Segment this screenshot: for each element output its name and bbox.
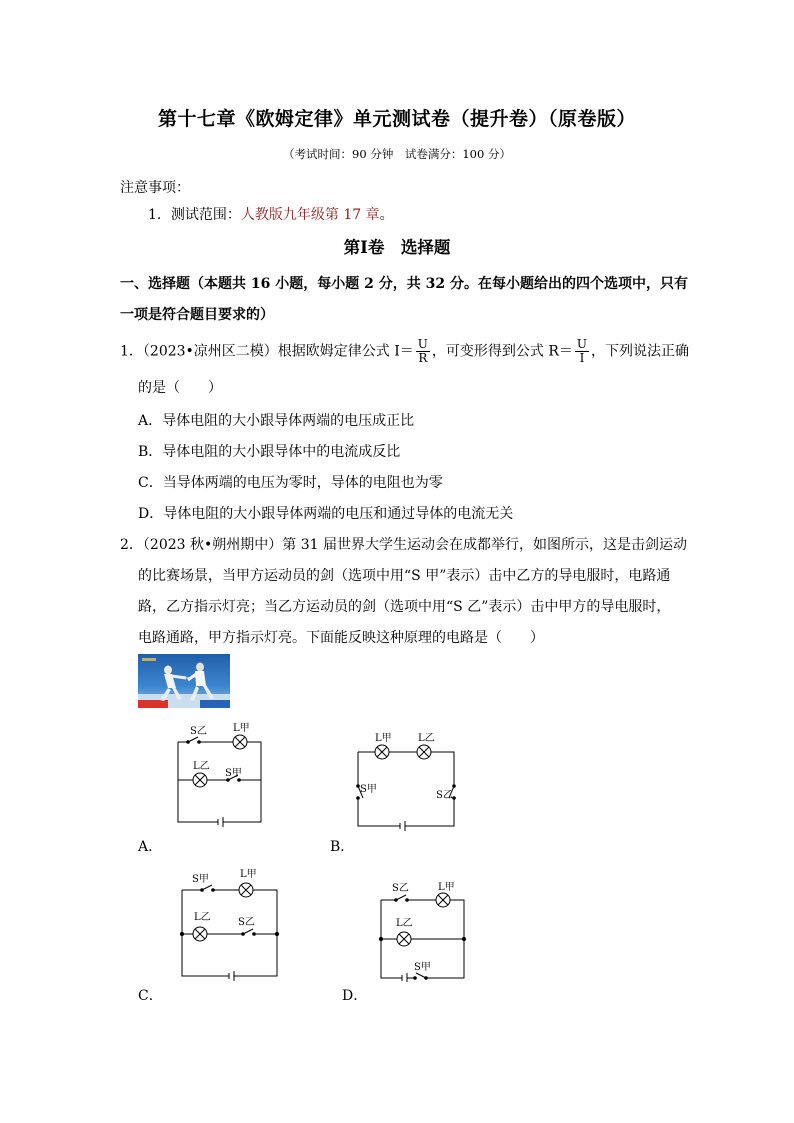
q1-text-b: ，可变形得到公式 R＝ [431, 343, 573, 360]
circuit-c [172, 864, 284, 982]
label-s-yi: S乙 [190, 726, 207, 737]
q1-text-c: ，下列说法正确 [591, 343, 690, 360]
fraction-2-numerator: U [576, 337, 588, 351]
page-subtitle: （考试时间：90 分钟 试卷满分：100 分） [283, 147, 511, 161]
label-l-yi: L乙 [418, 733, 435, 744]
circuit-b [348, 730, 468, 832]
label-l-jia: L甲 [375, 733, 392, 744]
page-title: 第十七章《欧姆定律》单元测试卷（提升卷）（原卷版） [157, 108, 636, 130]
part1-heading-line2: 一项是符合题目要求的） [120, 307, 274, 323]
q2-option-a[interactable]: A． [138, 839, 163, 855]
section-title: 第Ⅰ卷 选择题 [343, 238, 451, 257]
notice-item-1 [148, 204, 394, 224]
label-l-yi: L乙 [193, 761, 210, 772]
label-s-jia: S甲 [414, 962, 431, 973]
circuit-a [160, 720, 270, 828]
question-2-stem-line3: 路，乙方指示灯亮；当乙方运动员的剑（选项中用“S 乙”表示）击中甲方的导电服时， [138, 599, 671, 615]
q2-option-b[interactable]: B． [330, 839, 355, 855]
label-s-jia: S甲 [225, 768, 242, 779]
fraction-1-numerator: U [417, 337, 428, 351]
notice-label: 注意事项： [120, 180, 190, 196]
circuit-d [376, 878, 470, 982]
formula-fraction-2 [575, 338, 589, 365]
q1-option-c[interactable]: C．当导体两端的电压为零时，导体的电阻也为零 [138, 475, 443, 491]
q2-option-c[interactable]: C． [138, 988, 163, 1004]
fraction-1-denominator: R [418, 351, 428, 365]
question-2-stem-line1: 2．（2023 秋•朔州期中）第 31 届世界大学生运动会在成都举行，如图所示，这是击剑运动 [120, 537, 687, 553]
label-s-jia: S甲 [192, 874, 209, 885]
question-1-stem [120, 338, 689, 365]
q1-option-a[interactable]: A．导体电阻的大小跟导体两端的电压成正比 [138, 413, 415, 429]
test-scope: 人教版九年级第 17 章 [240, 207, 380, 223]
notice-item-1-prefix: 1．测试范围： [148, 207, 241, 223]
part1-heading-line1: 一、选择题（本题共 16 小题，每小题 2 分，共 32 分。在每小题给出的四个选项中，只有 [120, 276, 688, 292]
fraction-2-denominator: I [579, 351, 585, 365]
label-l-jia: L甲 [233, 723, 250, 734]
label-s-yi: S乙 [238, 917, 255, 928]
question-1-stem-line2: 的是（ ） [138, 380, 222, 396]
q1-option-d[interactable]: D．导体电阻的大小跟导体两端的电压和通过导体的电流无关 [138, 506, 514, 522]
label-s-jia: S甲 [360, 784, 377, 795]
q1-option-b[interactable]: B．导体电阻的大小跟导体中的电流成反比 [138, 444, 401, 460]
formula-fraction-1 [416, 338, 430, 365]
notice-item-1-suffix: 。 [379, 207, 394, 223]
label-l-yi: L乙 [396, 918, 413, 929]
label-s-yi: S乙 [392, 883, 409, 894]
label-l-yi: L乙 [194, 912, 211, 923]
question-2-stem-line4: 电路通路，甲方指示灯亮。下面能反映这种原理的电路是（ ） [138, 630, 544, 646]
question-2-stem-line2: 的比赛场景，当甲方运动员的剑（选项中用“S 甲”表示）击中乙方的导电服时，电路通 [138, 568, 671, 584]
q2-option-d[interactable]: D． [342, 988, 368, 1004]
label-l-jia: L甲 [240, 869, 257, 880]
label-s-yi: S乙 [436, 790, 453, 801]
fencing-photo [138, 654, 230, 708]
label-l-jia: L甲 [438, 882, 455, 893]
q1-text-a: 1．（2023•凉州区二模）根据欧姆定律公式 I＝ [120, 343, 414, 360]
